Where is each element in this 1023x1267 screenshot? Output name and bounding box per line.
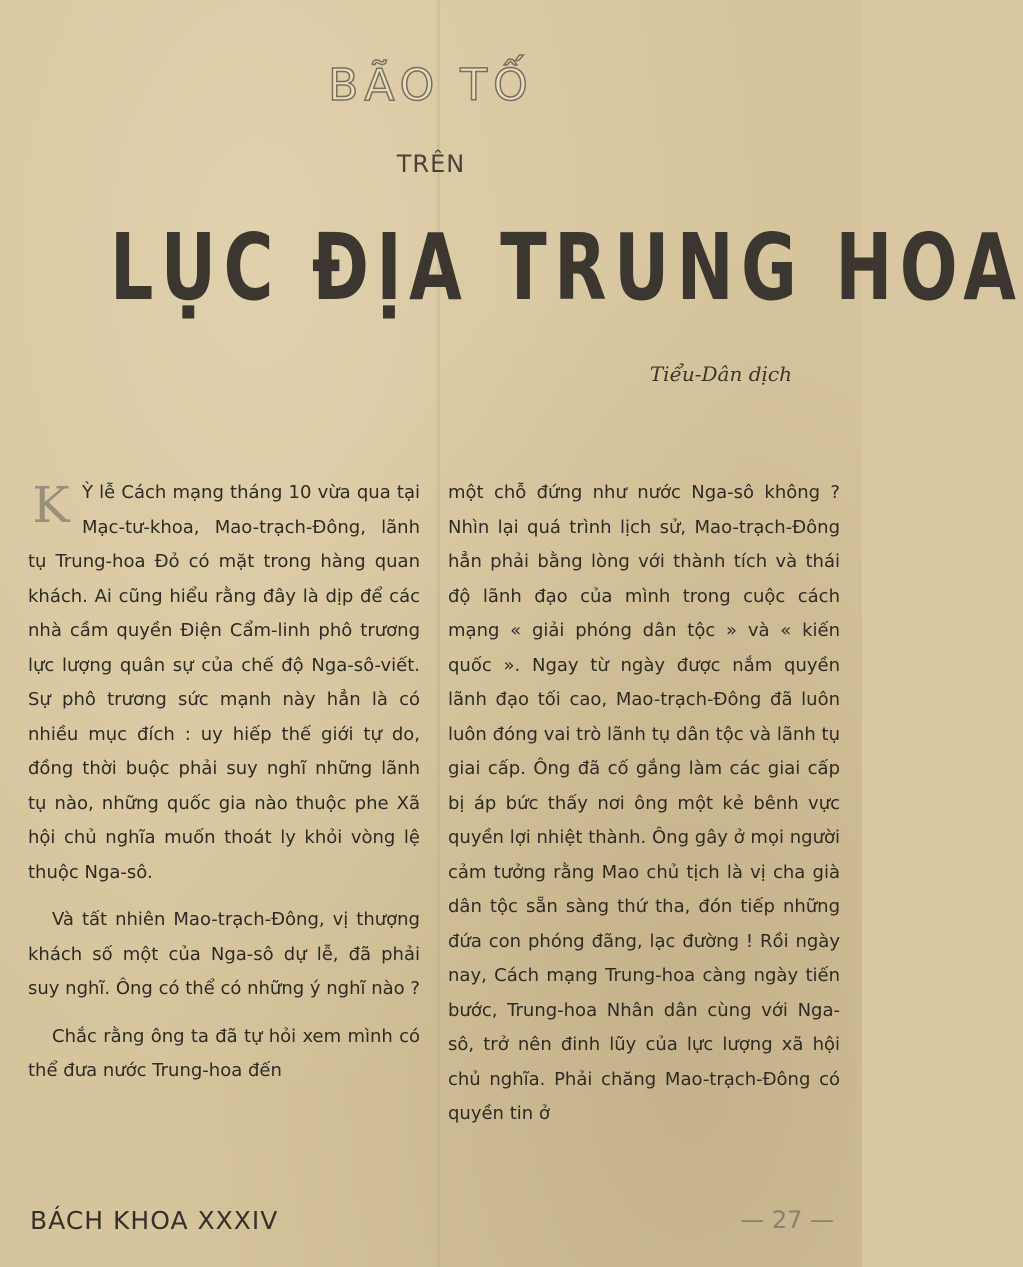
paragraph-3: Chắc rằng ông ta đã tự hỏi xem mình có thể đưa nước Trung-hoa đến (28, 1025, 420, 1081)
article-column-left (28, 476, 420, 1102)
page-fold (437, 0, 440, 1267)
article-title: LỤC ĐỊA TRUNG HOA (110, 214, 1023, 321)
translator-credit: Tiểu-Dân dịch (649, 362, 792, 386)
paragraph-2: Và tất nhiên Mao-trạch-Đông, vị thượng khách số một của Nga-sô dự lễ, đã phải suy nghĩ. Ông có thể có những ý nghĩ nào ? (28, 909, 420, 999)
drop-cap: K (32, 476, 70, 534)
article-kicker: BÃO TỐ (328, 60, 534, 111)
paragraph-4: một chỗ đứng như nước Nga-sô không ? Nhìn lại quá trình lịch sử, Mao-trạch-Đông hẳn phải bằng lòng với thành tích và thái độ lãnh đạo của mình trong cuộc cách mạng « giải phóng dân tộc » và « kiến quốc ». Ngay từ ngày được nắm quyền lãnh đạo tối cao, Mao-trạch-Đông đã luôn luôn đóng vai trò lãnh tụ dân tộc và lãnh tụ giai cấp. Ông đã cố gắng làm các giai cấp bị áp bức thấy nơi ông một kẻ bênh vực quyền lợi nhiệt thành. Ông gây ở mọi người cảm tưởng rằng Mao chủ tịch là vị cha già dân tộc sẵn sàng thứ tha, đón tiếp những đứa con phóng đãng, lạc đường ! Rồi ngày nay, Cách mạng Trung-hoa càng ngày tiến bước, Trung-hoa Nhân dân cùng với Nga-sô, trở nên đinh lũy của lực lượng xã hội chủ nghĩa. Phải chăng Mao-trạch-Đông có quyền tin ở (448, 482, 840, 1124)
article-subtitle: TRÊN (396, 150, 466, 178)
page-number: — 27 — (740, 1206, 834, 1234)
magazine-name: BÁCH KHOA XXXIV (30, 1206, 279, 1235)
paragraph-1: Ỳ lễ Cách mạng tháng 10 vừa qua tại Mạc-tư-khoa, Mao-trạch-Đông, lãnh tụ Trung-hoa Đỏ có mặt trong hàng quan khách. Ai cũng hiểu rằng đây là dịp để các nhà cầm quyền Điện Cẩm-linh phô trương lực lượng quân sự của chế độ Nga-sô-viết. Sự phô trương sức mạnh này hẳn là có nhiều mục đích : uy hiếp thế giới tự do, đồng thời buộc phải suy nghĩ những lãnh tụ nào, những quốc gia nào thuộc phe Xã hội chủ nghĩa muốn thoát ly khỏi vòng lệ thuộc Nga-sô. (28, 482, 420, 883)
article-column-right (448, 476, 840, 1145)
